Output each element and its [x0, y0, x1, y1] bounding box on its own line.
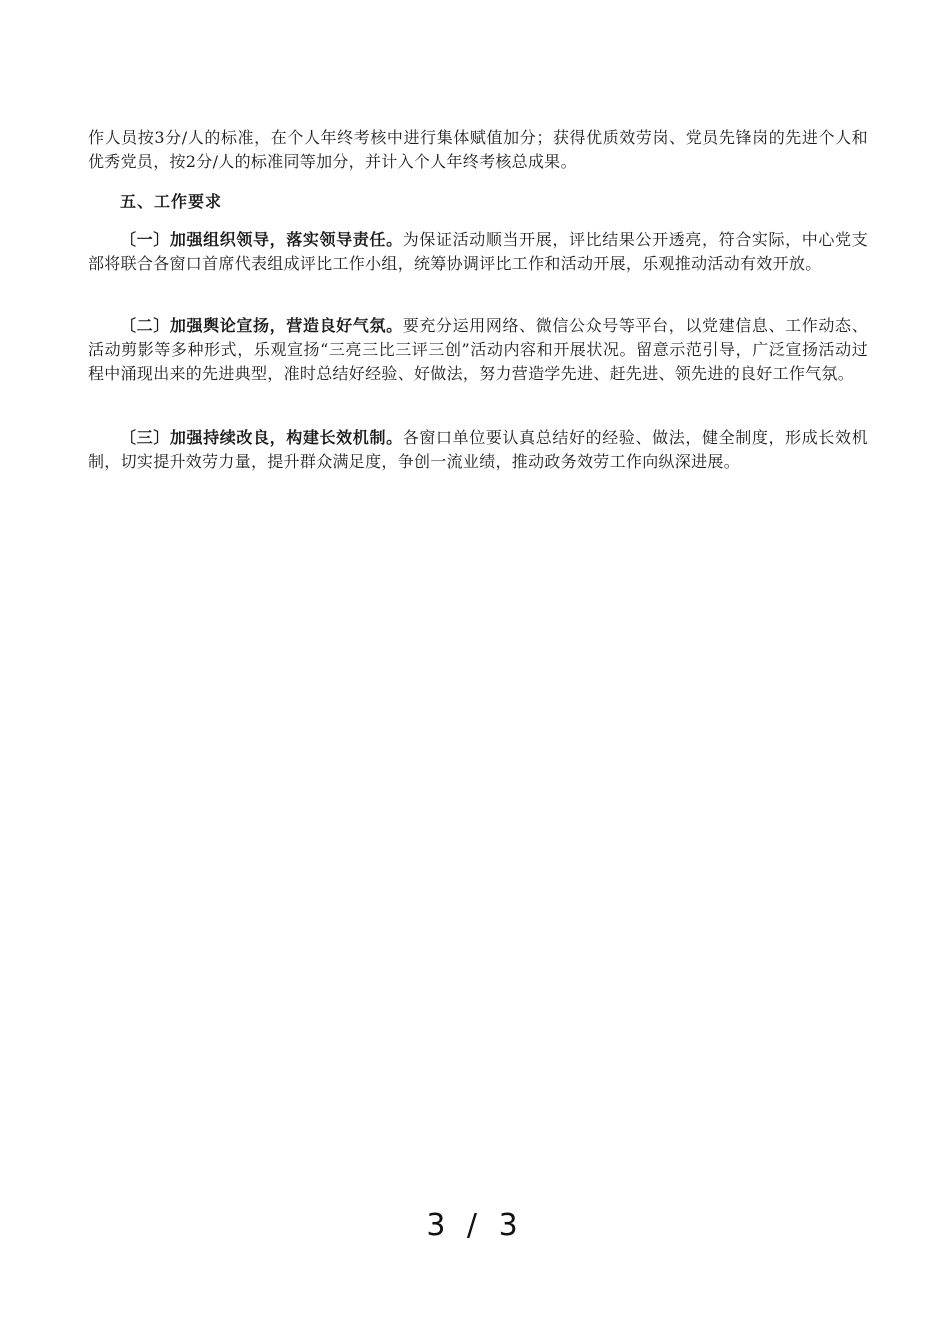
section-heading: 五、工作要求 [120, 192, 223, 211]
requirement-body-3: 各窗口单位要认真总结好的经验、做法，健全制度，形成长效机制，切实提升效劳力量，提升群众满足度，争创一流业绩，推动政务效劳工作向纵深进展。 [88, 428, 868, 471]
requirement-body-1: 为保证活动顺当开展，评比结果公开透亮，符合实际，中心党支部将联合各窗口首席代表组成评比工作小组，统筹协调评比工作和活动开展，乐观推动活动有效开放。 [88, 230, 868, 273]
requirement-body-2: 要充分运用网络、微信公众号等平台，以党建信息、工作动态、活动剪影等多种形式，乐观宣扬“三亮三比三评三创”活动内容和开展状况。留意示范引导，广泛宣扬活动过程中涌现出来的先进典型，准时总结好经验、好做法，努力营造学先进、赶先进、领先进的良好工作气氛。 [88, 316, 868, 383]
requirement-paragraph-2 [88, 314, 868, 386]
intro-paragraph: 作人员按3分/人的标准，在个人年终考核中进行集体赋值加分；获得优质效劳岗、党员先锋岗的先进个人和优秀党员，按2分/人的标准同等加分，并计入个人年终考核总成果。 [88, 128, 868, 171]
requirement-paragraph-1 [88, 228, 868, 276]
requirement-paragraph-3 [88, 426, 868, 474]
requirement-lead-3: 〔三〕加强持续改良，构建长效机制。 [120, 428, 403, 447]
page-number: 3 / 3 [426, 1208, 524, 1243]
requirement-lead-1: 〔一〕加强组织领导，落实领导责任。 [120, 230, 403, 249]
requirement-lead-2: 〔二〕加强舆论宣扬，营造良好气氛。 [120, 316, 403, 335]
